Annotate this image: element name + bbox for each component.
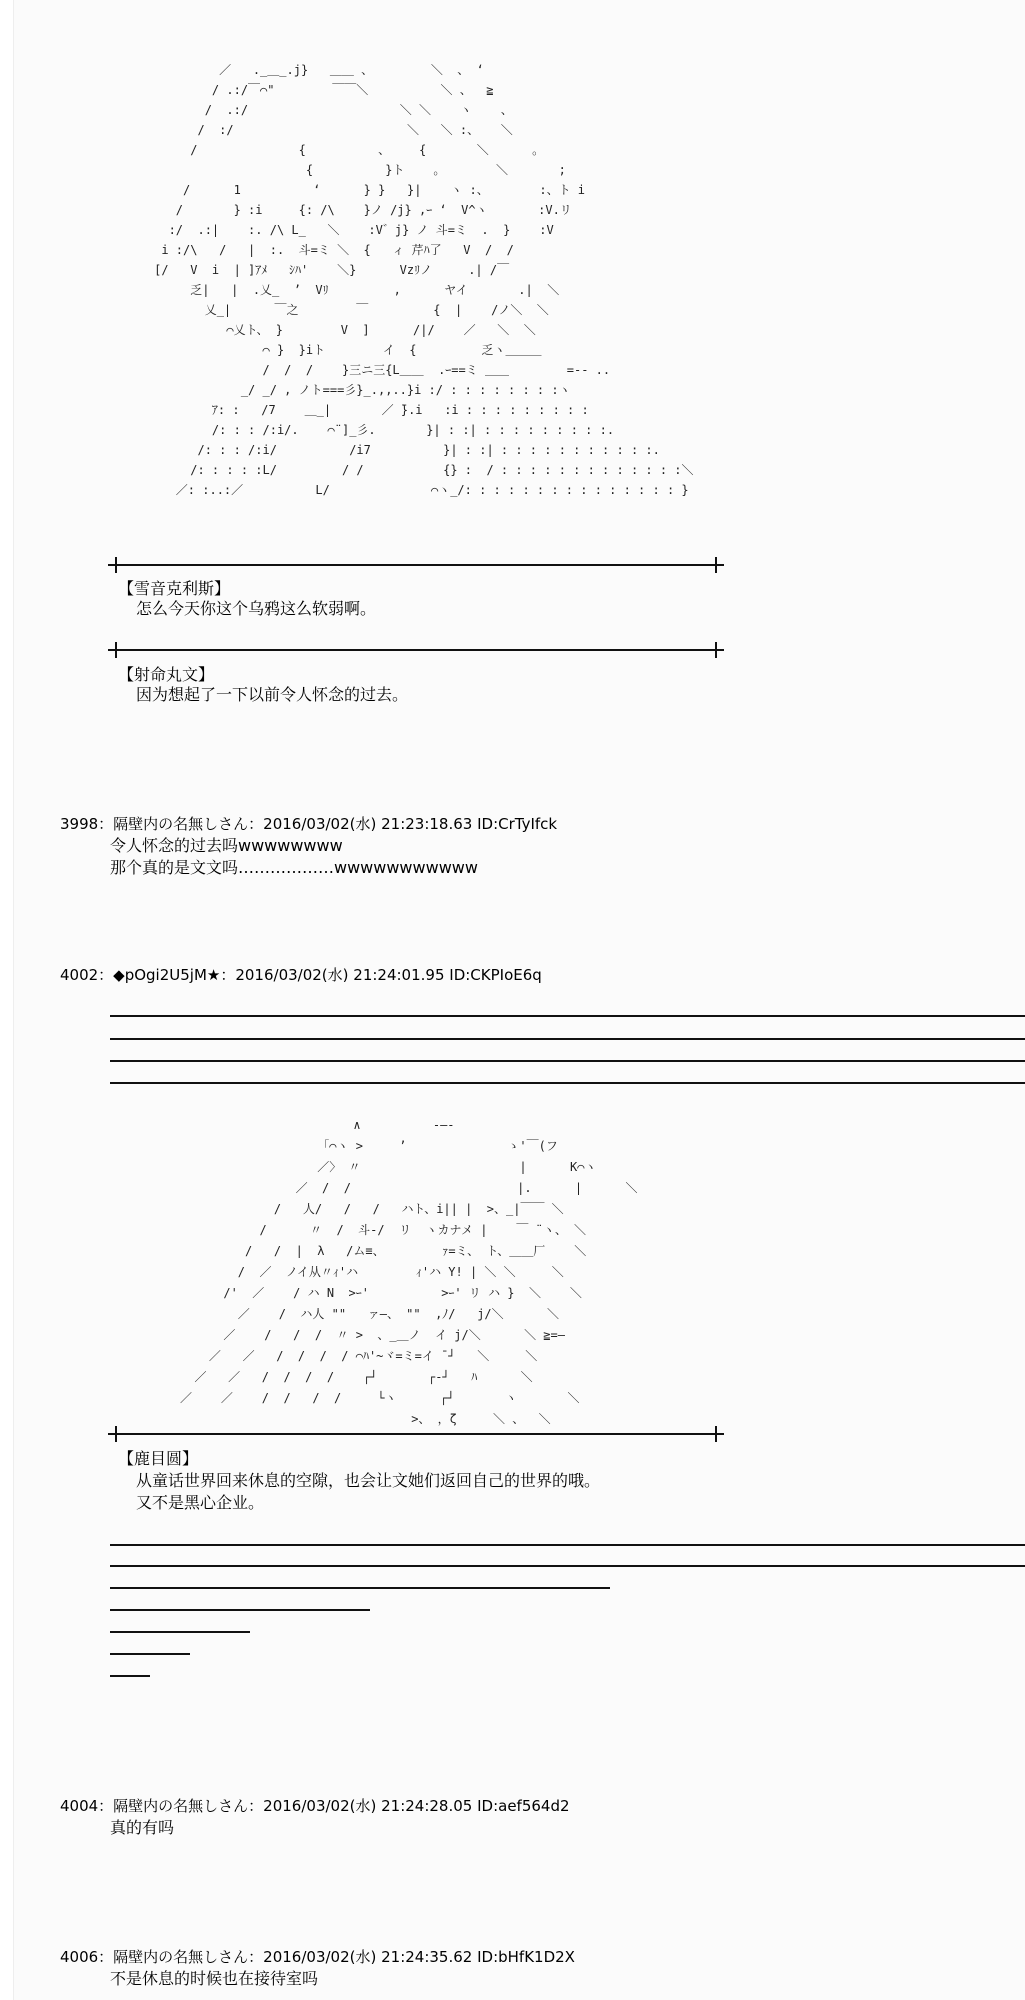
- post-header: 4004：隔壁内の名無しさん：2016/03/02(水) 21:24:28.05 ID:aef564d2: [60, 1797, 570, 1815]
- speaker-name: 【雪音克利斯】: [118, 579, 231, 598]
- divider-line: [110, 1082, 1025, 1084]
- divider-line: [110, 1609, 370, 1611]
- dialog-line: 从童话世界回来休息的空隙，也会让文她们返回自己的世界的哦。: [136, 1471, 601, 1490]
- post-line: 真的有吗: [110, 1818, 175, 1837]
- frame-line: [116, 1433, 716, 1435]
- dialog-line: 因为想起了一下以前令人怀念的过去。: [136, 685, 409, 704]
- divider-line: [110, 1038, 1025, 1040]
- speaker-name: 【鹿目圆】: [118, 1449, 199, 1468]
- divider-line: [110, 1675, 150, 1677]
- dialog-line: 又不是黑心企业。: [136, 1493, 265, 1512]
- post-header: 4006：隔壁内の名無しさん：2016/03/02(水) 21:24:35.62 ID:bHfK1D2X: [60, 1948, 575, 1966]
- frame-corner-icon: [708, 1426, 724, 1442]
- speaker-name: 【射命丸文】: [118, 665, 215, 684]
- ascii-art-crow-girl: ／ ._＿_.j} ＿＿ 、 ＼ 、 ‘ / .:/￣⌒" ￣￣＼ ＼ 、 ≧ / .:/ ＼ ＼ ヽ 、 / :/ ＼ ＼ :、 ＼ / { 、 { ＼ 。 { }ト 。 ＼ ; / 1 ‘ } } }| ヽ :、 :、ト i / } :i {: /\ }ノ /j} ,ｰ ‘ V^ヽ :V.リ :/ .:| :. /\ L_ ＼ :V゛j} ノ 斗=ミ . } :V i :/\ / | :. 斗=ミ ＼ { ィ 芹ﾊ了 V / / [/ V i | ]ｱﾒ ｼﾊ' ＼} Vzﾘノ .| /￣ 乏| | .乂_ ’ Vﾘ , ヤイ .| ＼ 乂_| ￣之 ￣ { | /ノ＼ ＼ ⌒乂ト、 } V ] /|/ ／ ＼ ＼ ⌒ } }iト イ { 乏ヽ＿＿＿ / / / }三ニ三{L＿＿ .ｰ==ミ ＿＿ =-- .. _/ _/ , ノト===彡}_.,,..}i :/ : : : : : : : :ヽ ｱ: : /7 ＿_| ／ ̄}.i :i : : : : : : : : : /: : : /:i/. ⌒¨]_彡. }| : :| : : : : : : : : :. /: : : /:i/ /i7 }| : :| : : : : : : : : : : :. /: : : : :L/ / / {} : / : : : : : : : : : : : : :＼ ／: :..:／ L/ ⌒ヽ_/: : : : : : : : : : : : : : : }: [154, 63, 694, 497]
- ascii-art-madoka: ∧ -―- 「⌒ヽ > ’ ゝ'￣(フ ／〉 〃 | K⌒ヽ ／ / / |. | ＼ / 人/ / / ハト、i|| | >、_|￣￣ ＼ / 〃 / 斗-/ リ ヽカナメ | ￣ ¨ヽ、 ＼ / / | λ /ム≡、 ｧ=ミ、 ト、＿＿厂 ＼ / ／ ノイ从〃ｨ'ハ ｨ'ハ Y! | ＼ ＼ ＼ /' ／ / ハ N >ｰ' >ｰ' リ ハ } ＼ ＼ ／ / ハ人 "" ァ―、 "" ,ﾉ/ j/＼ ＼ ／ / / / 〃 > 、_＿ノ イ j/＼ ＼ ≧=― ／ ／ / / / / ⌒ﾊ'~ヾ=ミ=イ ̄ ┘ ＼ ＼ ／ ／ / / / / ┌┘ ┌-┘ ﾊ ＼ ／ ／ / / / / └ヽ ┌┘ ヽ ＼ >、 ，ζ ＼ 、 ＼: [180, 1118, 638, 1426]
- divider-line: [110, 1565, 1025, 1567]
- divider-line: [110, 1653, 190, 1655]
- frame-corner-icon: [708, 557, 724, 573]
- divider-line: [110, 1544, 1025, 1546]
- frame-corner-icon: [708, 642, 724, 658]
- frame-line: [116, 649, 716, 651]
- post-line: 那个真的是文文吗………………wwwwwwwwwww: [110, 858, 478, 877]
- divider-line: [110, 1631, 250, 1633]
- post-header: 4002：◆pOgi2U5jM★：2016/03/02(水) 21:24:01.95 ID:CKPIoE6q: [60, 966, 542, 984]
- divider-line: [110, 1587, 610, 1589]
- post-line: 令人怀念的过去吗wwwwwwww: [110, 836, 343, 855]
- dialog-line: 怎么今天你这个乌鸦这么软弱啊。: [136, 599, 377, 618]
- post-header: 3998：隔壁内の名無しさん：2016/03/02(水) 21:23:18.63 ID:CrTyIfck: [60, 815, 558, 833]
- frame-line: [116, 564, 716, 566]
- post-line: 不是休息的时候也在接待室吗: [110, 1969, 319, 1988]
- divider-line: [110, 1015, 1025, 1017]
- divider-line: [110, 1060, 1025, 1062]
